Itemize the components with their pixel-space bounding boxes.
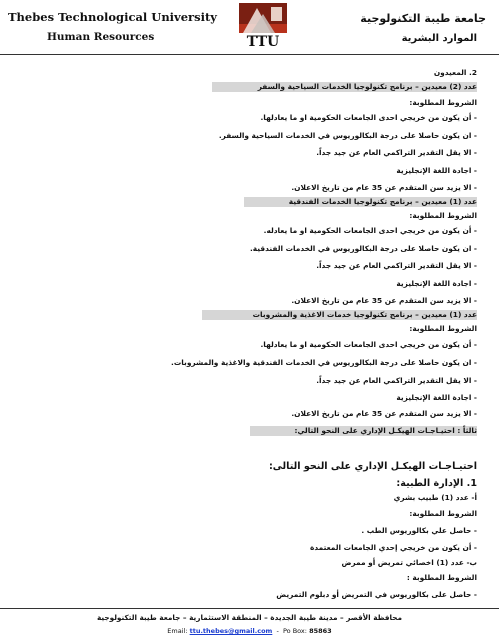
logo-text: TTU xyxy=(246,34,280,48)
department-name-ar: الموارد البشرية xyxy=(401,33,477,44)
section-heading: 2. المعيدون xyxy=(433,68,477,77)
requirement-item: - أن يكون من خريجي إحدي الجامعات المعتمدة xyxy=(310,543,477,552)
requirement-item: - الا يزيد سن المتقدم عن 35 عام من تاريخ الاعلان. xyxy=(291,183,477,192)
email-link[interactable]: ttu.thebes@gmail.com xyxy=(189,627,273,635)
requirement-item: - الا يزيد سن المتقدم عن 35 عام من تاريخ الاعلان. xyxy=(291,409,477,418)
pobox-label: Po Box: xyxy=(282,627,307,635)
requirement-item: - ان يكون حاصلا على درجة البكالوريوس في الخدمات الفندقية والاغذية والمشروبات. xyxy=(171,358,477,367)
requirement-item: - أن يكون من خريجي احدى الجامعات الحكومية او ما يعادلها. xyxy=(260,113,477,122)
requirement-item: - أن يكون من خريجي احدى الجامعات الحكومية او ما يعادله. xyxy=(263,226,477,235)
requirement-item: - الا يقل التقدير التراكمي العام عن جيد جداً. xyxy=(316,148,477,157)
requirement-item: - اجادة اللغة الإنجليزية xyxy=(396,166,477,175)
university-name-en: Thebes Technological University xyxy=(8,10,217,24)
university-name-ar: جامعة طيبة التكنولوجية xyxy=(360,12,486,25)
requirement-item: - ان يكون حاصلا على درجة البكالوريوس في الخدمات السياحية والسفر. xyxy=(218,131,477,140)
requirements-label: الشروط المطلوبة: xyxy=(409,211,477,220)
requirements-label: الشروط المطلوبة: xyxy=(409,98,477,107)
footer-contact xyxy=(0,627,499,635)
requirement-item: - الا يقل التقدير التراكمي العام عن جيد جداً. xyxy=(316,376,477,385)
pobox-number: 85863 xyxy=(309,627,332,635)
requirements-label: الشروط المطلوبة : xyxy=(406,573,477,582)
requirement-item: - أن يكون من خريجي احدى الجامعات الحكومية او ما يعادلها. xyxy=(260,340,477,349)
program-heading: عدد (1) معيدين – برنامج تكنولوجيا خدمات الاغذية والمشروبات xyxy=(202,310,477,320)
requirement-item: - ان يكون حاصلا على درجة البكالوريوس في الخدمات الفندقية. xyxy=(249,244,477,253)
requirement-item: - الا يقل التقدير التراكمي العام عن جيد جداً. xyxy=(316,261,477,270)
program-heading: عدد (2) معيدين – برنامج تكنولوجيا الخدمات السياحية والسفر xyxy=(212,82,477,92)
requirements-label: الشروط المطلوبة: xyxy=(409,509,477,518)
footer-address: محافظة الأقصر – مدينة طيبة الجديدة – المنطقة الاستثمارية – جامعة طيبة التكنولوجية xyxy=(96,613,403,622)
requirement-item: - حاصل على بكالوريوس في التمريض أو دبلوم التمريض xyxy=(276,590,477,599)
program-heading: عدد (1) معيدين – برنامج تكنولوجيا الخدمات الفندقية xyxy=(244,197,477,207)
department-name-en: Human Resources xyxy=(47,31,155,43)
section-heading: ثالثاً : احتيـاجـات الهيكـل الإداري على النحو التالي: xyxy=(250,426,477,436)
requirement-item: - اجادة اللغة الإنجليزية xyxy=(396,393,477,402)
footer-divider xyxy=(0,608,499,609)
position-item: أ- عدد (1) طبيب بشري xyxy=(393,493,477,502)
position-item: ب- عدد (1) اخصائي تمريض أو ممرض xyxy=(341,558,477,567)
contact-separator: - xyxy=(276,627,279,635)
email-label: Email: xyxy=(167,627,188,635)
header-divider xyxy=(0,54,499,55)
subsection-heading: احتيـاجـات الهيكـل الإداري على النحو التالى: xyxy=(268,461,477,472)
requirement-item: - حاصل علي بكالوريوس الطب . xyxy=(361,526,477,535)
requirement-item: - اجادة اللغة الإنجليزية xyxy=(396,279,477,288)
university-logo xyxy=(237,2,289,48)
department-heading: 1. الإدارة الطبية: xyxy=(396,478,477,489)
requirement-item: - الا يزيد سن المتقدم عن 35 عام من تاريخ الاعلان. xyxy=(291,296,477,305)
requirements-label: الشروط المطلوبة: xyxy=(409,324,477,333)
